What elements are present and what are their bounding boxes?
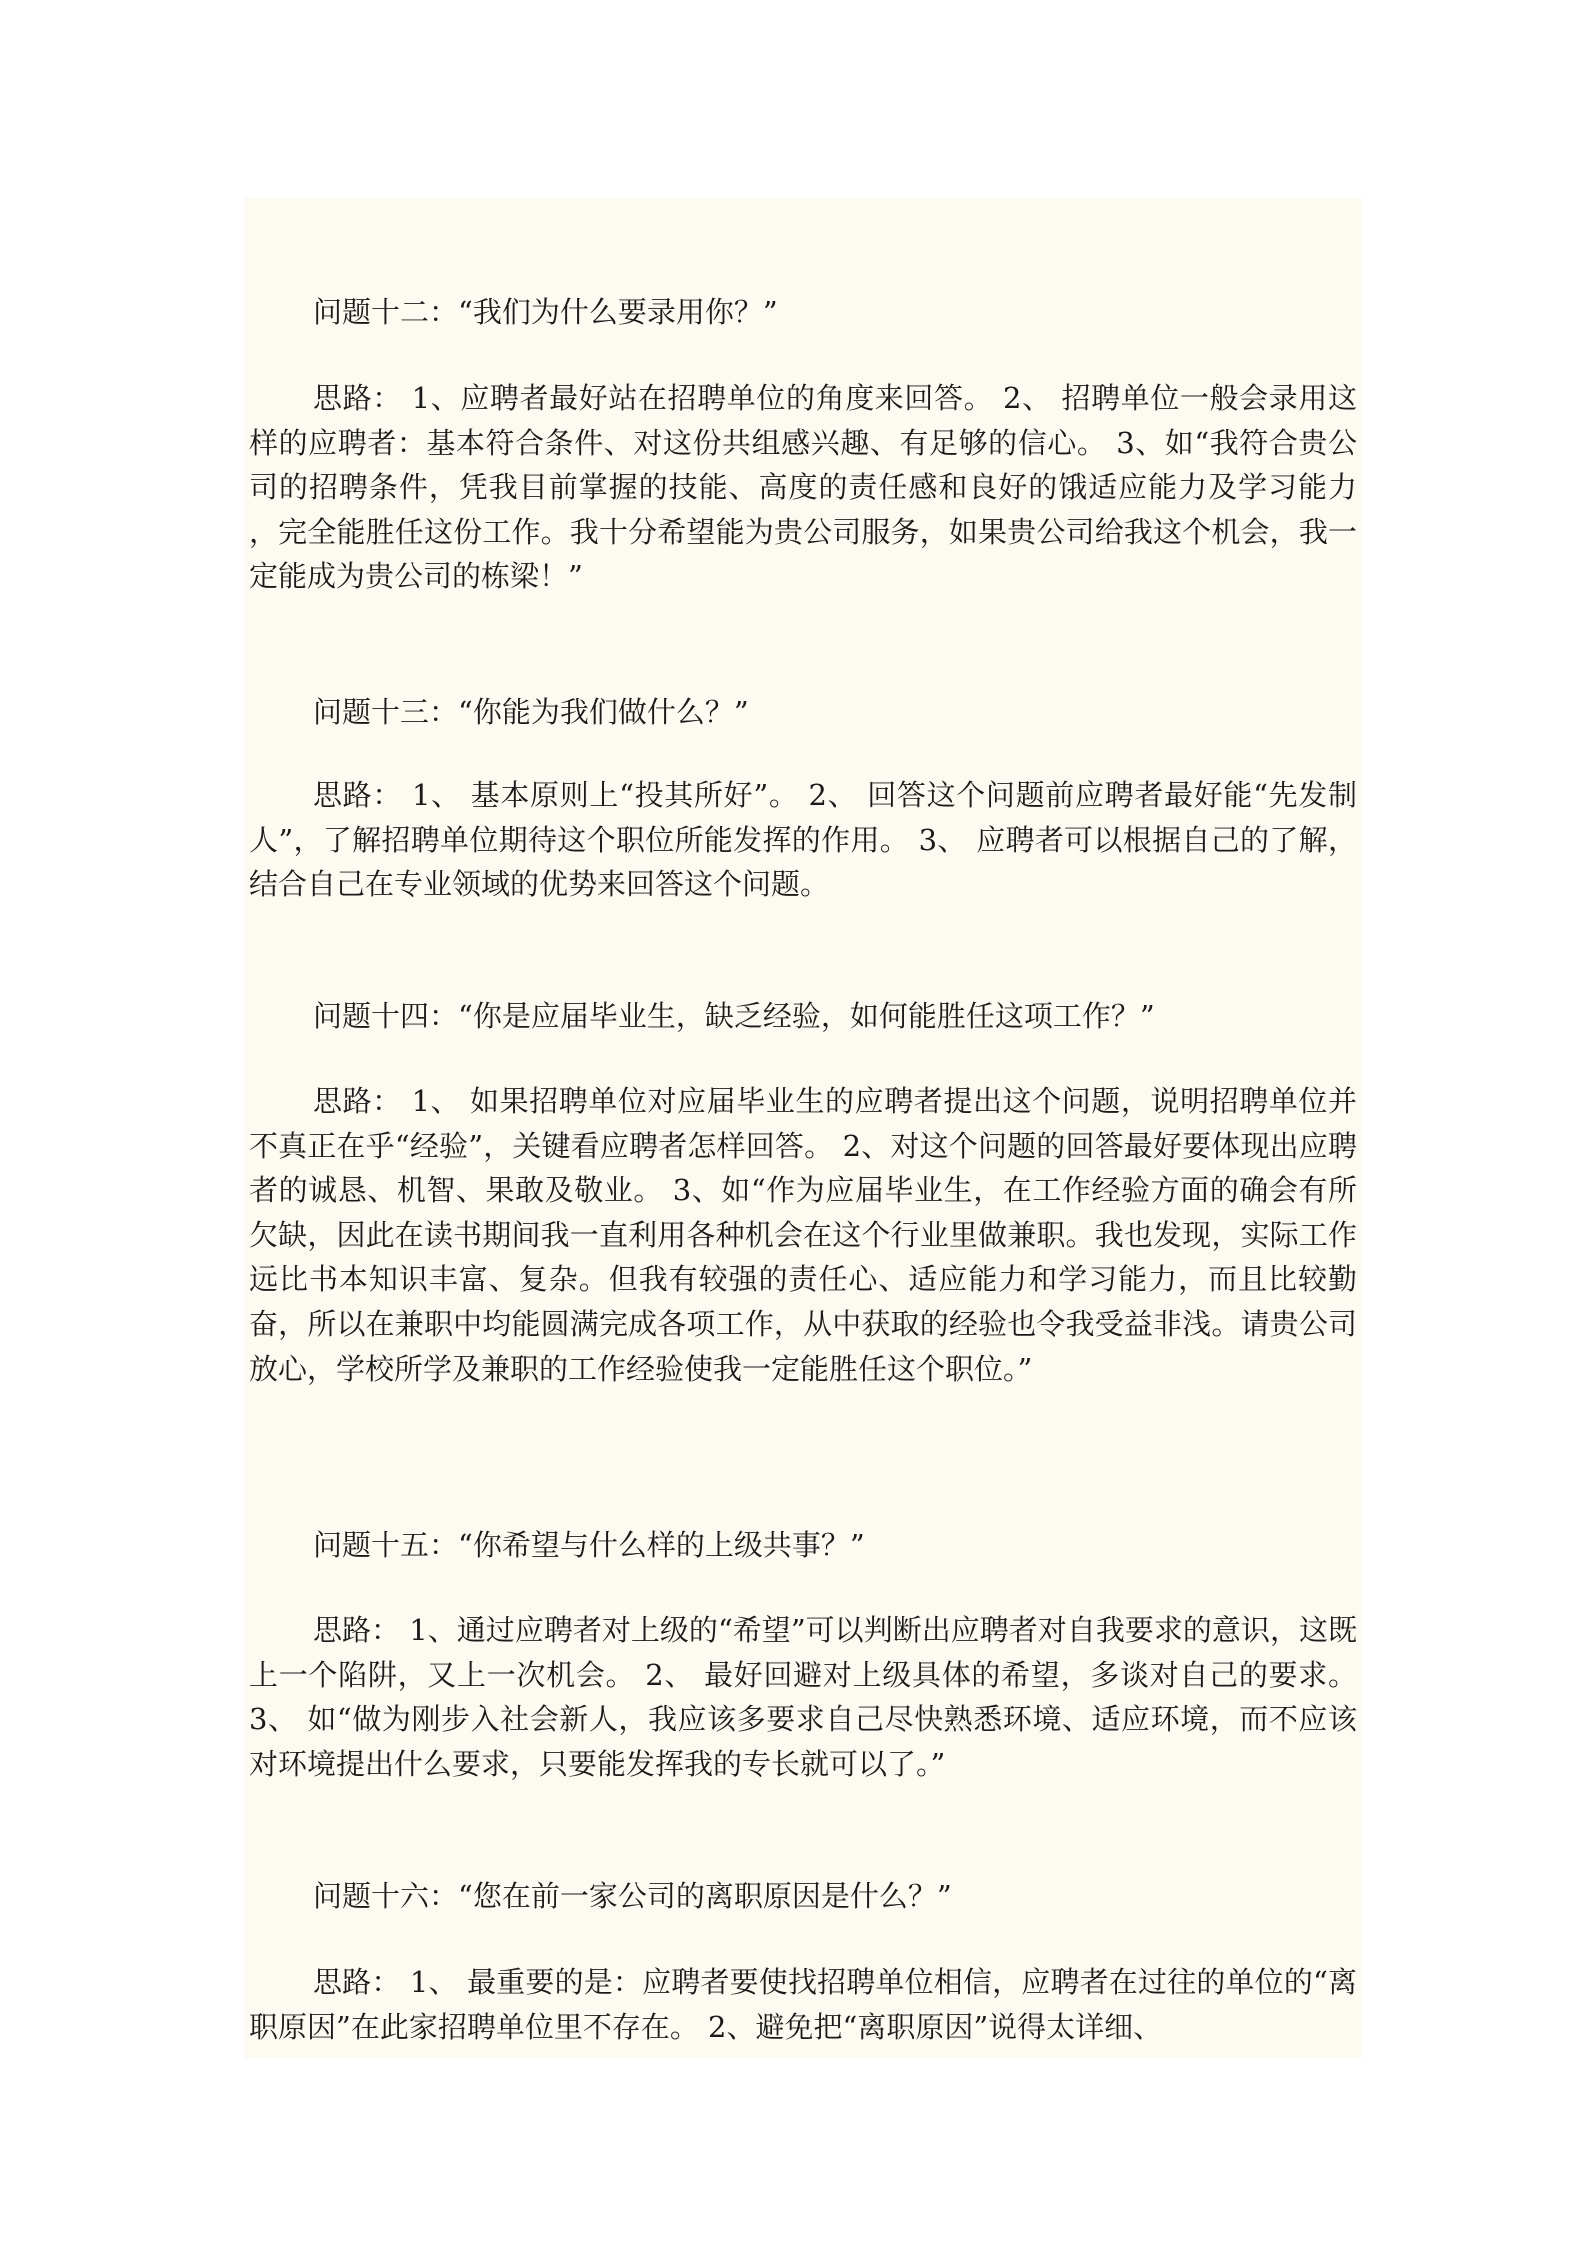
question-16-title: 问题十六：“您在前一家公司的离职原因是什么？” xyxy=(313,1879,952,1913)
question-13-answer: 思路： 1、 基本原则上“投其所好”。 2、 回答这个问题前应聘者最好能“先发制人”，了解招聘单位期待这个职位所能发挥的作用。 3、 应聘者可以根据自己的了解，结合自己在专业领域的优势来回答这个问题。 xyxy=(249,778,1357,902)
question-16-answer: 思路： 1、 最重要的是：应聘者要使找招聘单位相信，应聘者在过往的单位的“离职原因”在此家招聘单位里不存在。 2、避免把“离职原因”说得太详细、 xyxy=(249,1965,1357,2044)
question-13-title: 问题十三：“你能为我们做什么？” xyxy=(313,695,749,729)
question-15-answer: 思路： 1、通过应聘者对上级的“希望”可以判断出应聘者对自我要求的意识，这既上一个陷阱，又上一次机会。 2、 最好回避对上级具体的希望，多谈对自己的要求。 3、 如“做为刚步入社会新人，我应该多要求自己尽快熟悉环境、适应环境，而不应该对环境提出什么要求，只要能发挥我的专长就可以了。” xyxy=(249,1613,1357,1781)
question-12-answer: 思路： 1、应聘者最好站在招聘单位的角度来回答。 2、 招聘单位一般会录用这样的应聘者：基本符合条件、对这份共组感兴趣、有足够的信心。 3、如“我符合贵公司的招聘条件，凭我目前掌握的技能、高度的责任感和良好的饿适应能力及学习能力 ，完全能胜任这份工作。我十分希望能为贵公司服务，如果贵公司给我这个机会，我一定能成为贵公司的栋梁！” xyxy=(249,381,1357,594)
question-14-title: 问题十四：“你是应届毕业生，缺乏经验，如何能胜任这项工作？” xyxy=(313,999,1155,1033)
question-14-answer: 思路： 1、 如果招聘单位对应届毕业生的应聘者提出这个问题，说明招聘单位并不真正在乎“经验”，关键看应聘者怎样回答。 2、对这个问题的回答最好要体现出应聘者的诚恳、机智、果敢及敬业。 3、如“作为应届毕业生，在工作经验方面的确会有所欠缺，因此在读书期间我一直利用各种机会在这个行业里做兼职。我也发现，实际工作远比书本知识丰富、复杂。但我有较强的责任心、适应能力和学习能力，而且比较勤奋，所以在兼职中均能圆满完成各项工作，从中获取的经验也令我受益非浅。请贵公司放心，学校所学及兼职的工作经验使我一定能胜任这个职位。” xyxy=(249,1084,1357,1386)
question-12-title: 问题十二：“我们为什么要录用你？” xyxy=(313,295,778,329)
question-15-title: 问题十五：“你希望与什么样的上级共事？” xyxy=(313,1528,865,1562)
